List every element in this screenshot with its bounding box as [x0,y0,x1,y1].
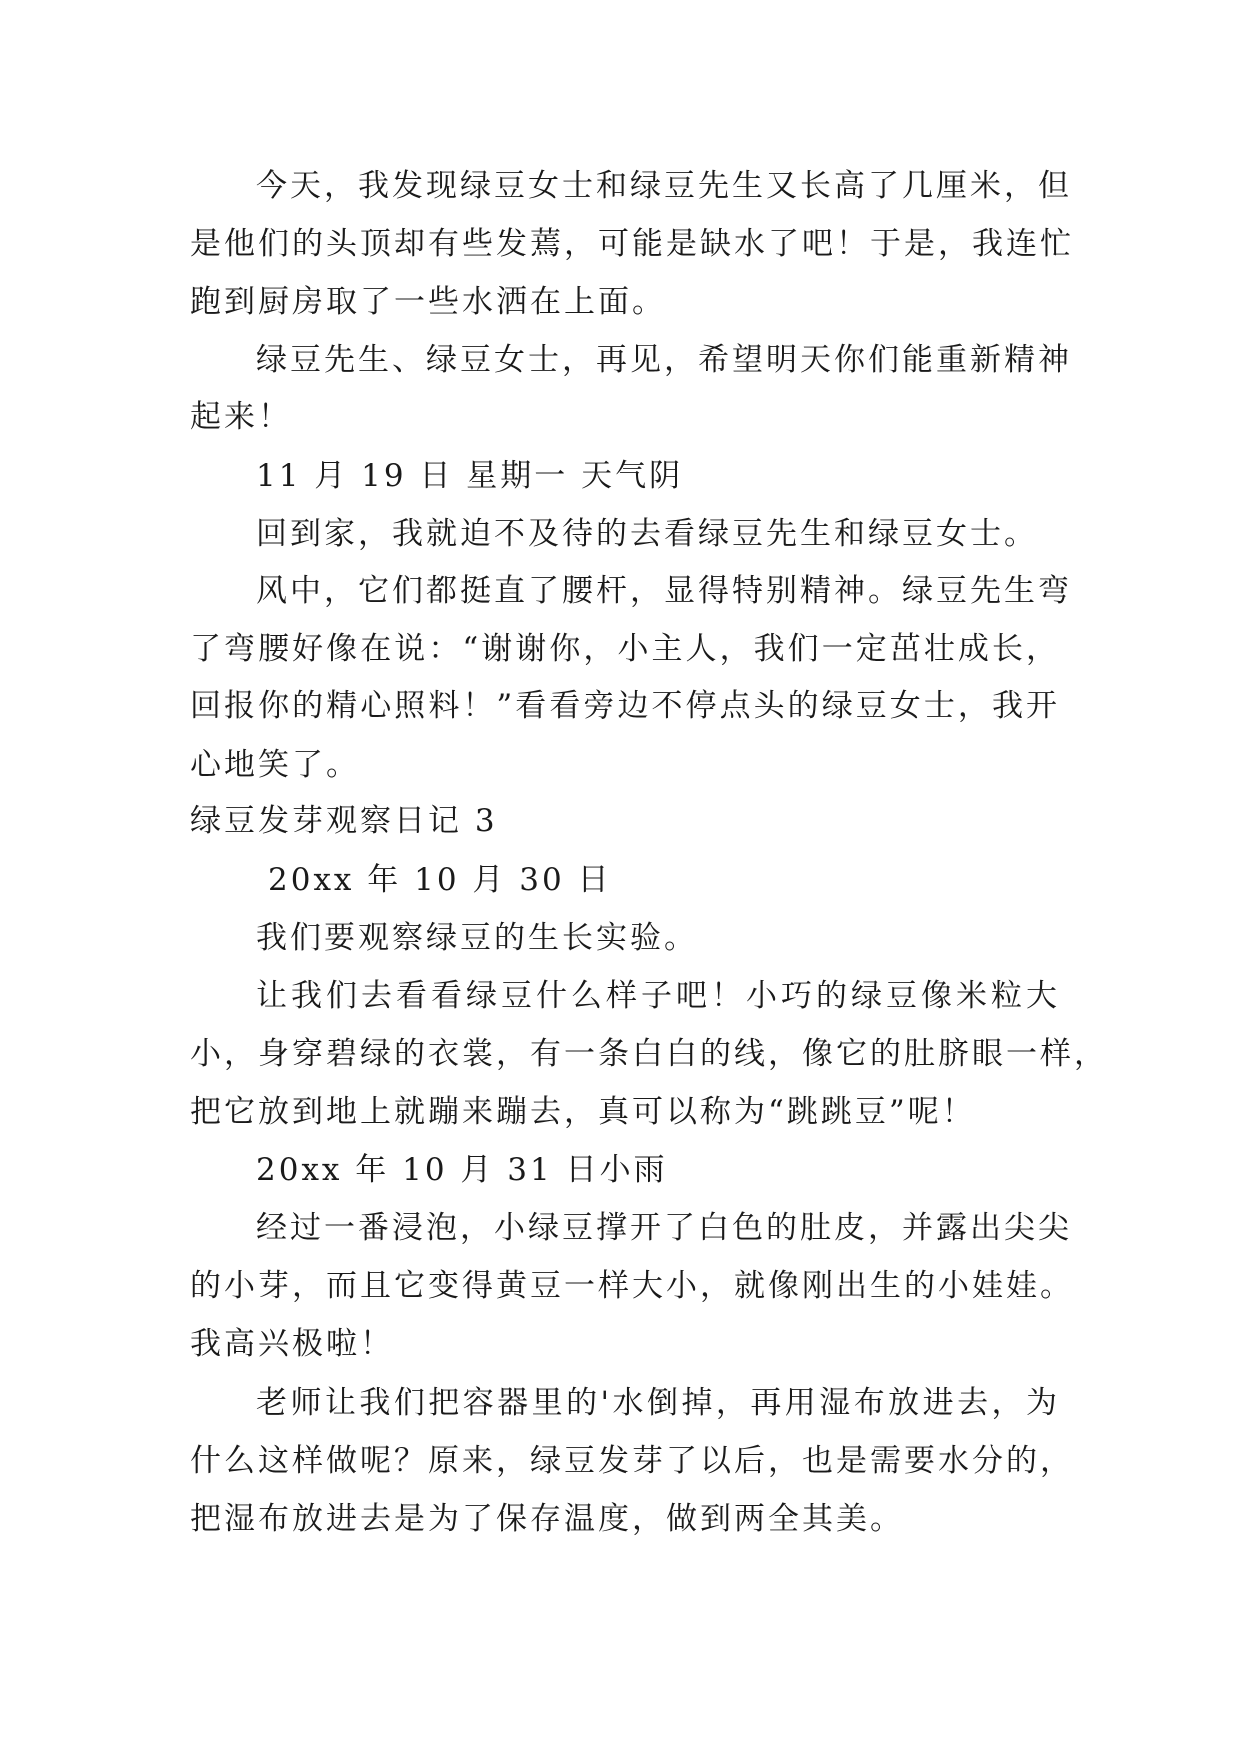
paragraph-line: 起来！ [190,399,292,435]
paragraph-line: 风中，它们都挺直了腰杆，显得特别精神。绿豆先生弯 [256,573,1072,609]
paragraph-line: 把湿布放进去是为了保存温度，做到两全其美。 [190,1501,904,1537]
paragraph-line: 老师让我们把容器里的'水倒掉，再用湿布放进去，为 [256,1385,1060,1421]
paragraph-line: 我们要观察绿豆的生长实验。 [256,920,698,956]
paragraph-line: 跑到厨房取了一些水洒在上面。 [190,284,666,320]
diary-date-line: 11 月 19 日 星期一 天气阴 [256,458,684,494]
paragraph-line: 什么这样做呢？原来，绿豆发芽了以后，也是需要水分的， [190,1443,1074,1479]
paragraph-line: 小，身穿碧绿的衣裳，有一条白白的线，像它的肚脐眼一样， [190,1036,1108,1072]
section-heading: 绿豆发芽观察日记 3 [190,803,498,839]
paragraph-line: 回到家，我就迫不及待的去看绿豆先生和绿豆女士。 [256,516,1038,552]
paragraph-line: 心地笑了。 [190,747,360,783]
diary-date-line: 20xx 年 10 月 31 日小雨 [256,1152,668,1188]
paragraph-line: 今天，我发现绿豆女士和绿豆先生又长高了几厘米，但 [256,168,1072,204]
diary-date-line: 20xx 年 10 月 30 日 [268,862,612,898]
paragraph-line: 把它放到地上就蹦来蹦去，真可以称为“跳跳豆”呢！ [190,1094,976,1130]
paragraph-line: 了弯腰好像在说：“谢谢你，小主人，我们一定茁壮成长， [190,631,1060,667]
paragraph-line: 让我们去看看绿豆什么样子吧！小巧的绿豆像米粒大 [256,978,1060,1014]
paragraph-line: 回报你的精心照料！”看看旁边不停点头的绿豆女士，我开 [190,688,1060,724]
paragraph-line: 是他们的头顶却有些发蔫，可能是缺水了吧！于是，我连忙 [190,226,1074,262]
paragraph-line: 我高兴极啦！ [190,1326,394,1362]
paragraph-line: 的小芽，而且它变得黄豆一样大小，就像刚出生的小娃娃。 [190,1268,1074,1304]
paragraph-line: 绿豆先生、绿豆女士，再见，希望明天你们能重新精神 [256,342,1072,378]
paragraph-line: 经过一番浸泡，小绿豆撑开了白色的肚皮，并露出尖尖 [256,1210,1072,1246]
